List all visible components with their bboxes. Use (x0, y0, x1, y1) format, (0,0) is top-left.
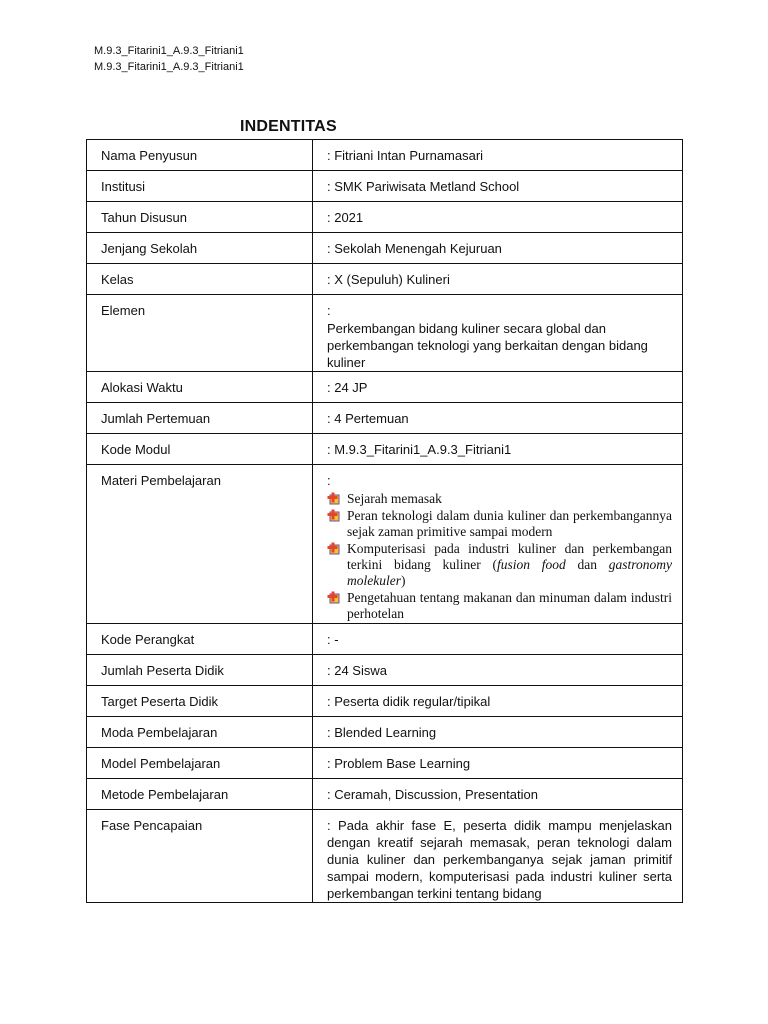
row-label: Jumlah Peserta Didik (87, 655, 313, 686)
fase-value: : Pada akhir fase E, peserta didik mampu menjelaskan dengan kreatif sejarah memasak, peran teknologi dalam dunia kuliner dan perkembanganya sejak jaman primitif sampai modern, komputerisasi pada industri kuliner serta perkembangan terkini tentang bidang (313, 810, 683, 903)
row-label: Moda Pembelajaran (87, 717, 313, 748)
row-value: : Blended Learning (313, 717, 683, 748)
table-row (87, 655, 683, 686)
row-value: : - (313, 624, 683, 655)
row-value: : 2021 (313, 202, 683, 233)
table-row (87, 233, 683, 264)
row-label: Institusi (87, 171, 313, 202)
row-label: Materi Pembelajaran (87, 465, 313, 624)
row-label: Alokasi Waktu (87, 372, 313, 403)
list-item-text: Sejarah memasak (347, 491, 442, 506)
table-row-elemen (87, 295, 683, 372)
row-value: : 4 Pertemuan (313, 403, 683, 434)
elemen-colon: : (327, 303, 331, 318)
table-row-materi (87, 465, 683, 624)
table-row (87, 372, 683, 403)
table-row (87, 202, 683, 233)
row-label: Kode Modul (87, 434, 313, 465)
list-item-text-mid: dan (565, 557, 609, 572)
table-row (87, 171, 683, 202)
table-row (87, 403, 683, 434)
row-label: Target Peserta Didik (87, 686, 313, 717)
materi-colon: : (327, 473, 331, 488)
document-title: INDENTITAS (240, 118, 337, 135)
identity-table (86, 139, 683, 903)
row-label: Kelas (87, 264, 313, 295)
row-label: Jumlah Pertemuan (87, 403, 313, 434)
row-value: : SMK Pariwisata Metland School (313, 171, 683, 202)
row-value: : X (Sepuluh) Kulineri (313, 264, 683, 295)
elemen-text: Perkembangan bidang kuliner secara global dan perkembangan teknologi yang berkaitan dengan bidang kuliner (327, 321, 648, 370)
table-row-fase (87, 810, 683, 903)
header-code-line-1: M.9.3_Fitarini1_A.9.3_Fitriani1 (94, 45, 244, 57)
row-label: Elemen (87, 295, 313, 372)
list-item-text-post: ) (400, 573, 406, 588)
row-label: Tahun Disusun (87, 202, 313, 233)
row-label: Jenjang Sekolah (87, 233, 313, 264)
list-item (327, 508, 672, 540)
plus-bullet-icon (327, 492, 340, 505)
plus-bullet-icon (327, 542, 340, 555)
row-label: Metode Pembelajaran (87, 779, 313, 810)
row-value: : Fitriani Intan Purnamasari (313, 140, 683, 171)
list-item (327, 541, 672, 589)
list-item-text-em: fusion food (496, 557, 566, 572)
row-value: : Sekolah Menengah Kejuruan (313, 233, 683, 264)
row-label: Nama Penyusun (87, 140, 313, 171)
materi-value (313, 465, 683, 624)
table-row (87, 779, 683, 810)
table-row (87, 686, 683, 717)
materi-list (327, 491, 672, 622)
table-row (87, 717, 683, 748)
row-value: : 24 Siswa (313, 655, 683, 686)
elemen-value (313, 295, 683, 372)
row-value: : 24 JP (313, 372, 683, 403)
list-item (327, 590, 672, 622)
list-item-text-em: gastronomy molekuler (347, 557, 672, 588)
plus-bullet-icon (327, 509, 340, 522)
row-value: : Problem Base Learning (313, 748, 683, 779)
row-label: Kode Perangkat (87, 624, 313, 655)
list-item-text: Pengetahuan tentang makanan dan minuman dalam industri perhotelan (347, 590, 672, 621)
list-item-text-pre: Komputerisasi pada industri kuliner dan perkembangan terkini bidang kuliner ( (347, 541, 672, 572)
row-label: Fase Pencapaian (87, 810, 313, 903)
plus-bullet-icon (327, 591, 340, 604)
row-value: : Ceramah, Discussion, Presentation (313, 779, 683, 810)
table-row (87, 748, 683, 779)
row-label: Model Pembelajaran (87, 748, 313, 779)
table-row (87, 434, 683, 465)
row-value: : M.9.3_Fitarini1_A.9.3_Fitriani1 (313, 434, 683, 465)
header-code-line-2: M.9.3_Fitarini1_A.9.3_Fitriani1 (94, 61, 244, 73)
table-row (87, 140, 683, 171)
list-item (327, 491, 672, 507)
table-row (87, 264, 683, 295)
list-item-text: Peran teknologi dalam dunia kuliner dan perkembangannya sejak zaman primitive sampai modern (347, 508, 672, 539)
row-value: : Peserta didik regular/tipikal (313, 686, 683, 717)
table-row (87, 624, 683, 655)
